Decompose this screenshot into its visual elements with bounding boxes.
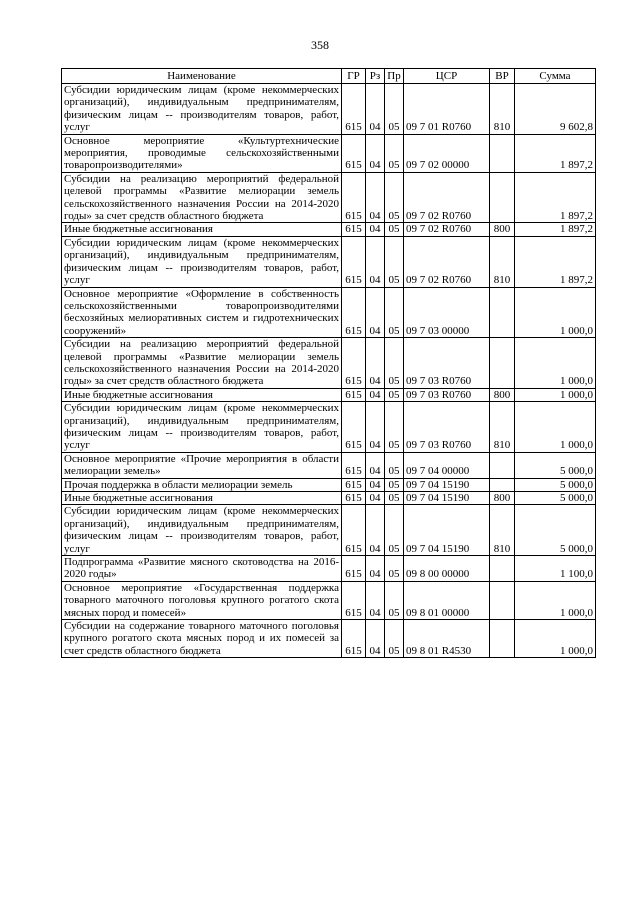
cell-rz: 04	[366, 478, 385, 491]
cell-pr: 05	[385, 581, 404, 619]
cell-name: Основное мероприятие «Культуртехнические мероприятия, проводимые сельскохозяйственными товаропроизводителями»	[62, 134, 342, 172]
table-row	[62, 402, 596, 453]
cell-gr: 615	[342, 620, 366, 658]
page-number: 358	[311, 38, 329, 52]
table-row	[62, 556, 596, 582]
cell-vr: 810	[490, 84, 515, 135]
table-header-row	[62, 69, 596, 84]
cell-name: Иные бюджетные ассигнования	[62, 492, 342, 505]
cell-gr: 615	[342, 402, 366, 453]
cell-gr: 615	[342, 492, 366, 505]
cell-csr: 09 8 01 00000	[404, 581, 490, 619]
cell-gr: 615	[342, 505, 366, 556]
table-row	[62, 478, 596, 491]
cell-gr: 615	[342, 581, 366, 619]
cell-csr: 09 7 04 15190	[404, 478, 490, 491]
cell-sum: 1 000,0	[515, 338, 596, 389]
cell-gr: 615	[342, 388, 366, 401]
cell-csr: 09 7 04 15190	[404, 505, 490, 556]
cell-name: Субсидии юридическим лицам (кроме некоммерческих организаций), индивидуальным предпринимателям, физическим лицам -- производителям товаров, работ, услуг	[62, 402, 342, 453]
table-row	[62, 134, 596, 172]
cell-csr: 09 7 02 00000	[404, 134, 490, 172]
cell-gr: 615	[342, 84, 366, 135]
cell-vr	[490, 620, 515, 658]
cell-csr: 09 7 01 R0760	[404, 84, 490, 135]
cell-pr: 05	[385, 388, 404, 401]
cell-csr: 09 7 02 R0760	[404, 236, 490, 287]
cell-rz: 04	[366, 223, 385, 236]
cell-pr: 05	[385, 223, 404, 236]
table-row	[62, 287, 596, 338]
table-row	[62, 452, 596, 478]
table-row	[62, 172, 596, 223]
header-sum: Сумма	[515, 69, 596, 84]
cell-rz: 04	[366, 172, 385, 223]
cell-csr: 09 7 02 R0760	[404, 223, 490, 236]
cell-pr: 05	[385, 492, 404, 505]
cell-rz: 04	[366, 84, 385, 135]
cell-name: Субсидии на реализацию мероприятий федеральной целевой программы «Развитие мелиорации земель сельскохозяйственного назначения России на 2014-2020 годы» за счет средств областного бюджета	[62, 172, 342, 223]
cell-vr	[490, 172, 515, 223]
cell-gr: 615	[342, 172, 366, 223]
cell-gr: 615	[342, 556, 366, 582]
cell-sum: 9 602,8	[515, 84, 596, 135]
cell-vr	[490, 134, 515, 172]
table-row	[62, 223, 596, 236]
cell-rz: 04	[366, 402, 385, 453]
cell-vr: 810	[490, 236, 515, 287]
cell-pr: 05	[385, 84, 404, 135]
header-pr: Пр	[385, 69, 404, 84]
table-row	[62, 84, 596, 135]
cell-sum: 5 000,0	[515, 452, 596, 478]
cell-pr: 05	[385, 452, 404, 478]
cell-vr	[490, 581, 515, 619]
cell-vr	[490, 287, 515, 338]
cell-gr: 615	[342, 134, 366, 172]
cell-sum: 1 897,2	[515, 134, 596, 172]
cell-name: Подпрограмма «Развитие мясного скотоводства на 2016-2020 годы»	[62, 556, 342, 582]
cell-pr: 05	[385, 556, 404, 582]
cell-pr: 05	[385, 338, 404, 389]
cell-vr	[490, 338, 515, 389]
cell-pr: 05	[385, 402, 404, 453]
cell-sum: 1 897,2	[515, 223, 596, 236]
cell-name: Прочая поддержка в области мелиорации земель	[62, 478, 342, 491]
table-row	[62, 505, 596, 556]
cell-sum: 1 000,0	[515, 287, 596, 338]
cell-name: Иные бюджетные ассигнования	[62, 388, 342, 401]
cell-csr: 09 7 03 R0760	[404, 402, 490, 453]
table-row	[62, 492, 596, 505]
cell-sum: 5 000,0	[515, 492, 596, 505]
cell-vr	[490, 556, 515, 582]
header-name: Наименование	[62, 69, 342, 84]
table-row	[62, 620, 596, 658]
cell-csr: 09 7 02 R0760	[404, 172, 490, 223]
cell-sum: 5 000,0	[515, 478, 596, 491]
cell-pr: 05	[385, 505, 404, 556]
cell-rz: 04	[366, 134, 385, 172]
cell-rz: 04	[366, 492, 385, 505]
cell-csr: 09 8 00 00000	[404, 556, 490, 582]
cell-csr: 09 7 03 R0760	[404, 338, 490, 389]
header-gr: ГР	[342, 69, 366, 84]
cell-vr	[490, 452, 515, 478]
cell-gr: 615	[342, 287, 366, 338]
cell-pr: 05	[385, 172, 404, 223]
cell-rz: 04	[366, 338, 385, 389]
cell-vr: 800	[490, 223, 515, 236]
cell-gr: 615	[342, 223, 366, 236]
cell-csr: 09 7 04 15190	[404, 492, 490, 505]
cell-vr: 800	[490, 388, 515, 401]
cell-sum: 1 897,2	[515, 236, 596, 287]
cell-pr: 05	[385, 620, 404, 658]
cell-sum: 1 100,0	[515, 556, 596, 582]
cell-pr: 05	[385, 236, 404, 287]
cell-name: Основное мероприятие «Государственная поддержка товарного маточного поголовья крупного рогатого скота мясных пород и помесей»	[62, 581, 342, 619]
cell-name: Основное мероприятие «Прочие мероприятия в области мелиорации земель»	[62, 452, 342, 478]
cell-rz: 04	[366, 236, 385, 287]
cell-name: Иные бюджетные ассигнования	[62, 223, 342, 236]
cell-name: Субсидии юридическим лицам (кроме некоммерческих организаций), индивидуальным предпринимателям, физическим лицам -- производителям товаров, работ, услуг	[62, 505, 342, 556]
cell-vr: 800	[490, 492, 515, 505]
header-csr: ЦСР	[404, 69, 490, 84]
cell-rz: 04	[366, 620, 385, 658]
cell-name: Субсидии на реализацию мероприятий федеральной целевой программы «Развитие мелиорации земель сельскохозяйственного назначения России на 2014-2020 годы» за счет средств областного бюджета	[62, 338, 342, 389]
cell-gr: 615	[342, 236, 366, 287]
table-row	[62, 388, 596, 401]
cell-rz: 04	[366, 556, 385, 582]
cell-rz: 04	[366, 287, 385, 338]
table-row	[62, 236, 596, 287]
cell-sum: 1 897,2	[515, 172, 596, 223]
cell-rz: 04	[366, 452, 385, 478]
cell-rz: 04	[366, 388, 385, 401]
cell-vr: 810	[490, 402, 515, 453]
cell-pr: 05	[385, 134, 404, 172]
cell-vr: 810	[490, 505, 515, 556]
cell-vr	[490, 478, 515, 491]
cell-name: Субсидии на содержание товарного маточного поголовья крупного рогатого скота мясных пород и их помесей за счет средств областного бюджета	[62, 620, 342, 658]
cell-sum: 1 000,0	[515, 402, 596, 453]
cell-sum: 1 000,0	[515, 620, 596, 658]
cell-pr: 05	[385, 287, 404, 338]
cell-name: Основное мероприятие «Оформление в собственность сельскохозяйственными товаропроизводителями бесхозяйных мелиоративных систем и гидротехнических сооружений»	[62, 287, 342, 338]
header-vr: ВР	[490, 69, 515, 84]
cell-csr: 09 7 04 00000	[404, 452, 490, 478]
cell-gr: 615	[342, 478, 366, 491]
budget-table	[61, 68, 596, 658]
cell-csr: 09 7 03 00000	[404, 287, 490, 338]
cell-csr: 09 7 03 R0760	[404, 388, 490, 401]
table-row	[62, 581, 596, 619]
cell-gr: 615	[342, 452, 366, 478]
cell-sum: 1 000,0	[515, 581, 596, 619]
cell-sum: 1 000,0	[515, 388, 596, 401]
header-rz: Рз	[366, 69, 385, 84]
cell-rz: 04	[366, 505, 385, 556]
cell-pr: 05	[385, 478, 404, 491]
cell-sum: 5 000,0	[515, 505, 596, 556]
cell-rz: 04	[366, 581, 385, 619]
cell-name: Субсидии юридическим лицам (кроме некоммерческих организаций), индивидуальным предпринимателям, физическим лицам -- производителям товаров, работ, услуг	[62, 236, 342, 287]
cell-name: Субсидии юридическим лицам (кроме некоммерческих организаций), индивидуальным предпринимателям, физическим лицам -- производителям товаров, работ, услуг	[62, 84, 342, 135]
cell-csr: 09 8 01 R4530	[404, 620, 490, 658]
cell-gr: 615	[342, 338, 366, 389]
table-row	[62, 338, 596, 389]
